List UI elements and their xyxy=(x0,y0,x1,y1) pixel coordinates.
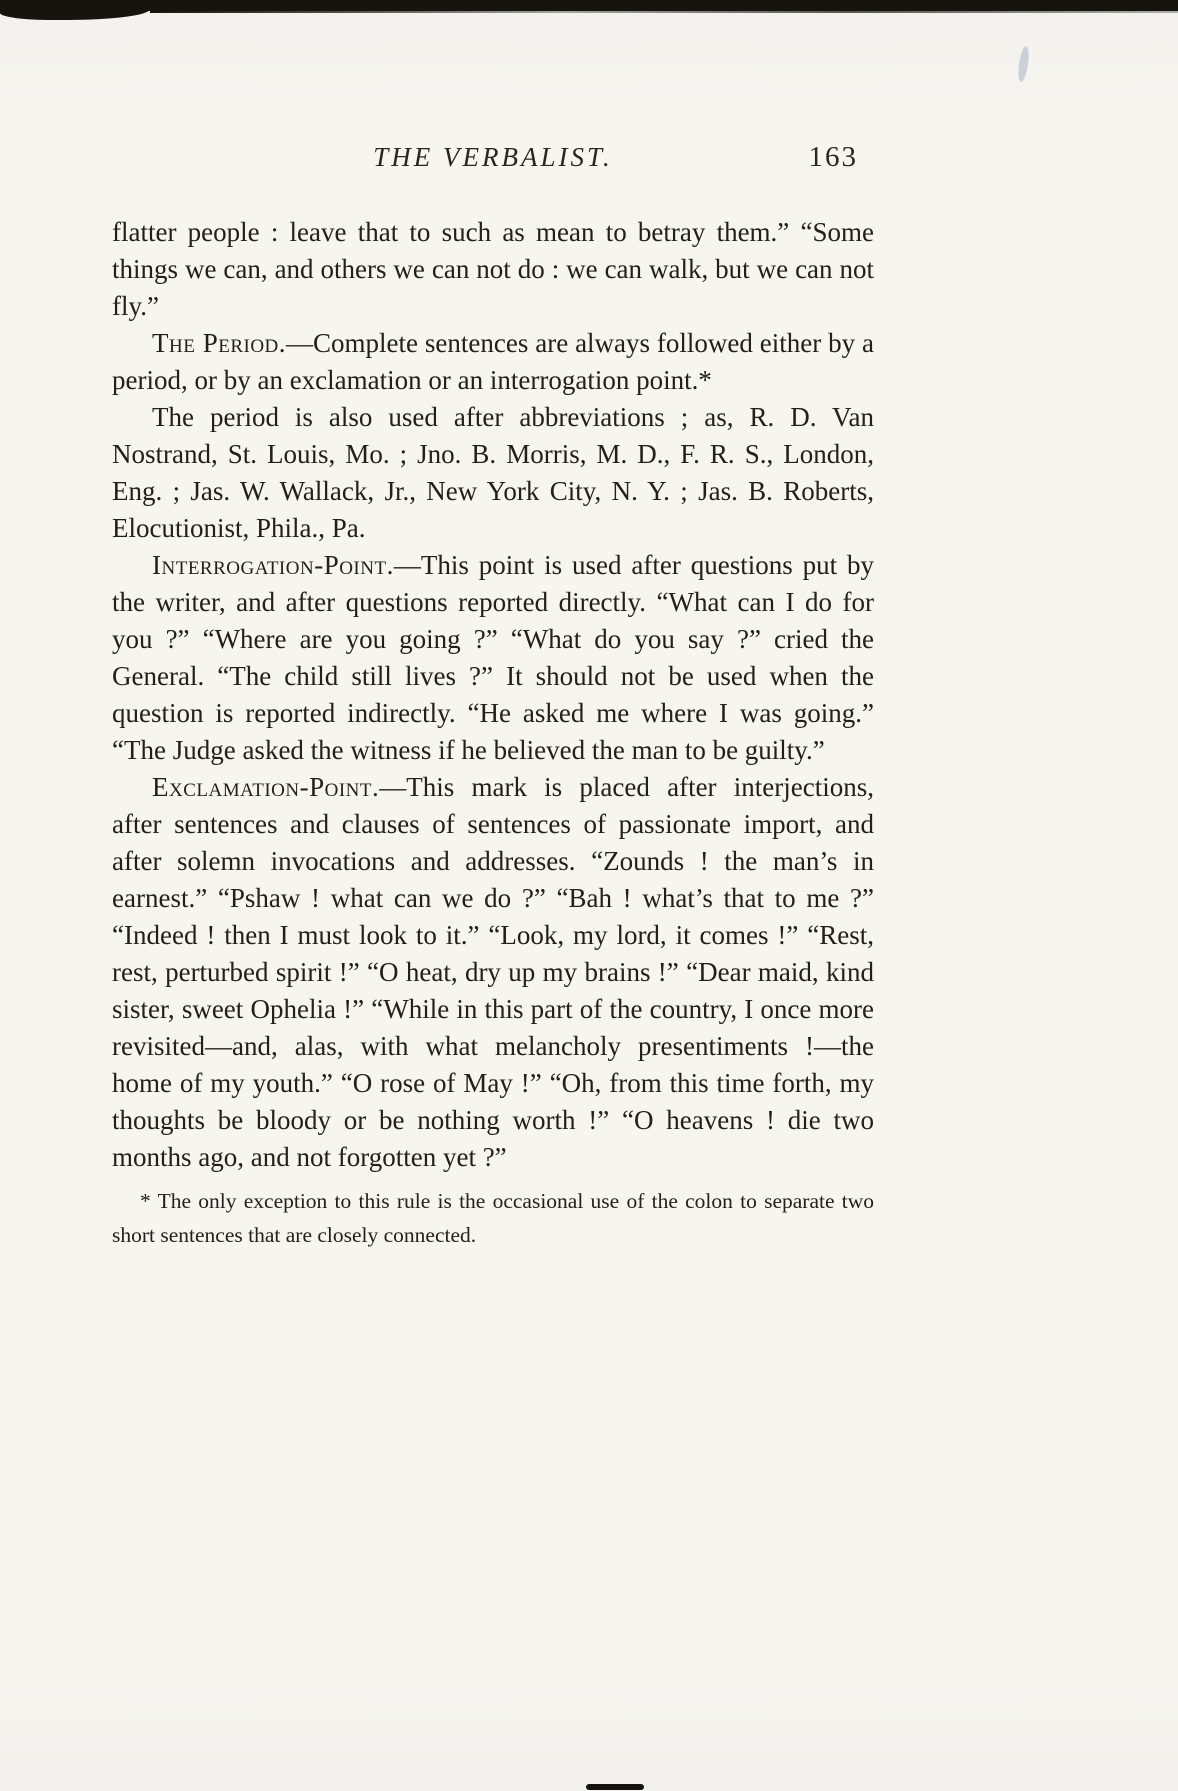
paragraph-text: —This point is used after questions put by the writer, and after questions reported directly. “What can I do for you ?” “Where are you going ?” “What do you say ?” cried the General. “The child still lives ?” It should not be used when the question is reported indirectly. “He asked me where I was going.” “The Judge asked the witness if he believed the man to be guilty.” xyxy=(112,550,874,765)
paragraph-text: flatter people : leave that to such as mean to betray them.” “Some things we can, and others we can not do : we can walk, but we can not fly.” xyxy=(112,217,874,321)
paragraph-the-period xyxy=(112,325,874,399)
page-number: 163 xyxy=(808,141,858,173)
page-title: THE VERBALIST. xyxy=(373,142,613,172)
paragraph-abbreviations xyxy=(112,399,874,547)
running-head xyxy=(112,142,874,178)
scan-smudge-artifact xyxy=(1017,46,1031,83)
paragraph-lead: The Period. xyxy=(152,328,287,358)
paragraph-interrogation-point xyxy=(112,547,874,769)
page-content xyxy=(112,142,874,1252)
footnote: * The only exception to this rule is the occasional use of the colon to separate two short sentences that are closely connected. xyxy=(112,1189,874,1247)
paragraph-continuation xyxy=(112,214,874,325)
paragraph-lead: Exclamation-Point. xyxy=(152,772,380,802)
paragraph-text: —This mark is placed after interjections, after sentences and clauses of sentences of passionate import, and after solemn invocations and addresses. “Zounds ! the man’s in earnest.” “Pshaw ! what can we do ?” “Bah ! what’s that to me ?” “Indeed ! then I must look to it.” “Look, my lord, it comes !” “Rest, rest, perturbed spirit !” “O heat, dry up my brains !” “Dear maid, kind sister, sweet Ophelia !” “While in this part of the country, I once more revisited—and, alas, with what melancholy presentiments !—the home of my youth.” “O rose of May !” “Oh, from this time forth, my thoughts be bloody or be nothing worth !” “O heavens ! die two months ago, and not forgotten yet ?” xyxy=(112,772,874,1172)
paragraph-text: The period is also used after abbreviations ; as, R. D. Van Nostrand, St. Louis, Mo. ; Jno. B. Morris, M. D., F. R. S., London, Eng. ; Jas. W. Wallack, Jr., New York City, N. Y. ; Jas. B. Roberts, Elocutionist, Phila., Pa. xyxy=(112,402,874,543)
page-body xyxy=(112,214,874,1176)
scan-edge-artifact-top xyxy=(0,0,1178,11)
scan-mark-artifact-bottom xyxy=(586,1784,644,1790)
page-footer xyxy=(112,1184,874,1252)
paragraph-lead: Interrogation-Point. xyxy=(152,550,394,580)
paragraph-text: —Complete sentences are always followed either by a period, or by an exclamation or an interrogation point.* xyxy=(112,328,874,395)
paragraph-exclamation-point xyxy=(112,769,874,1176)
